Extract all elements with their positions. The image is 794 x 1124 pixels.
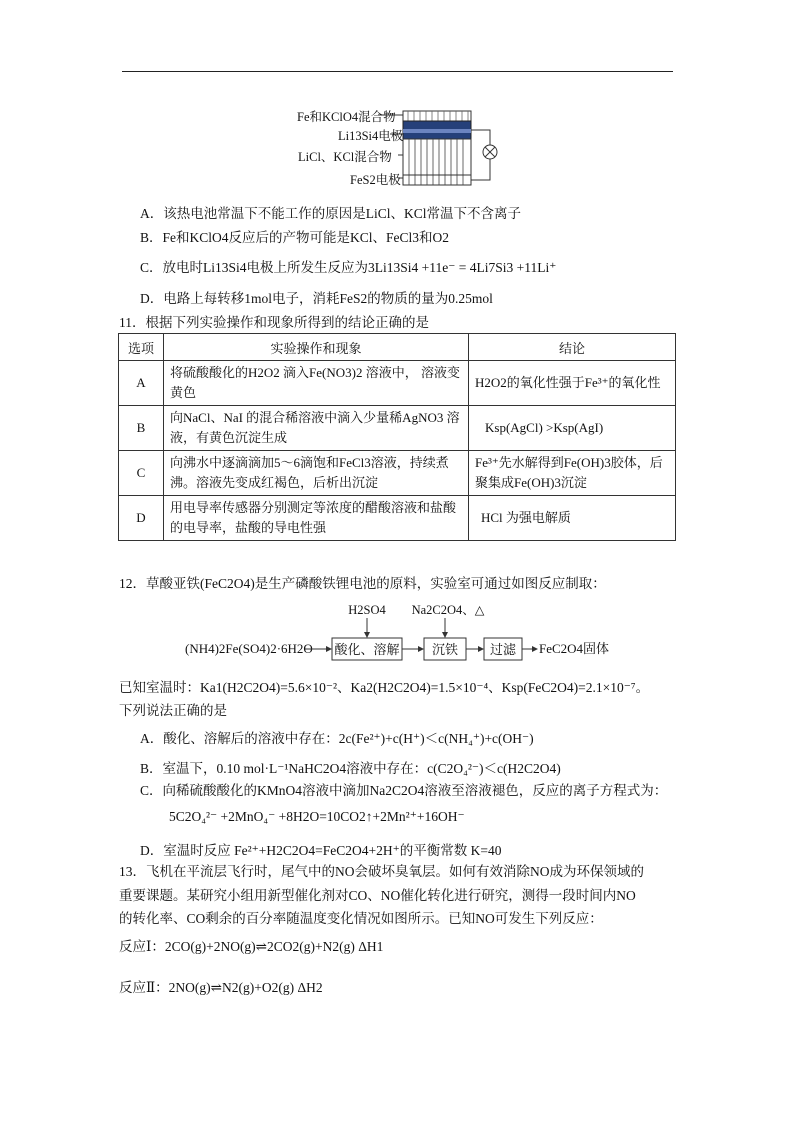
q13-reaction-1: 反应Ⅰ：2CO(g)+2NO(g)⇌2CO2(g)+N2(g) ΔH1 [119,939,384,954]
q13-line-1: 13．飞机在平流层飞行时，尾气中的NO会破坏臭氧层。如何有效消除NO成为环保领域的 [119,864,644,879]
q10-option-d: D．电路上每转移1mol电子，消耗FeS2的物质的量为0.25mol [140,291,493,306]
q10-option-c: C．放电时Li13Si4电极上所发生反应为3Li13Si4 +11e⁻ = 4Li7Si3 +11Li⁺ [140,260,557,275]
table-cell: Fe³⁺先水解得到Fe(OH)3胶体，后聚集成Fe(OH)3沉淀 [469,451,676,496]
flow-reagent-2: Na2C2O4、△ [411,603,485,617]
flow-reagent-1: H2SO4 [348,603,386,617]
q12-known: 已知室温时：Ka1(H2C2O4)=5.6×10⁻²、Ka2(H2C2O4)=1.5×10⁻⁴、Ksp(FeC2O4)=2.1×10⁻⁷。 [119,680,650,695]
table-cell: 向沸水中逐滴滴加5～6滴饱和FeCl3溶液，持续煮沸。溶液先变成红褐色，后析出沉淀 [164,451,469,496]
table-row [119,361,676,406]
table-cell: 用电导率传感器分别测定等浓度的醋酸溶液和盐酸的电导率，盐酸的导电性强 [164,496,469,541]
q12-option-b: B．室温下，0.10 mol·L⁻¹NaHC2O4溶液中存在：c(C2O₄²⁻)＜c(H2C2O4) [140,761,561,776]
table-cell: HCl 为强电解质 [469,496,676,541]
flow-product: FeC2O4固体 [539,641,610,656]
q12-prompt: 下列说法正确的是 [119,703,227,718]
q10-option-b: B．Fe和KClO4反应后的产物可能是KCl、FeCl3和O2 [140,230,450,245]
q12-flow-diagram [180,598,640,668]
q11-table [118,333,676,541]
table-cell: B [119,406,164,451]
q10-option-a: A．该热电池常温下不能工作的原因是LiCl、KCl常温下不含离子 [140,206,522,221]
q12-option-c: C．向稀硫酸酸化的KMnO4溶液中滴加Na2C2O4溶液至溶液褪色，反应的离子方程式为： [140,783,668,798]
q13-line-3: 的转化率、CO剩余的百分率随温度变化情况如图所示。已知NO可发生下列反应： [119,911,603,926]
table-cell: Ksp(AgCl) >Ksp(AgI) [469,406,676,451]
flow-step-1: 酸化、溶解 [334,642,400,657]
battery-label-4: FeS2电极 [350,173,401,187]
table-header: 结论 [469,334,676,361]
table-cell: H2O2的氧化性强于Fe³⁺的氧化性 [469,361,676,406]
table-header-row [119,334,676,361]
fe-kclo4-layer [403,111,471,121]
q13-line-2: 重要课题。某研究小组用新型催化剂对CO、NO催化转化进行研究，测得一段时间内NO [119,888,636,903]
flow-step-2: 沉铁 [431,642,459,657]
table-cell: 向NaCl、NaI 的混合稀溶液中滴入少量稀AgNO3 溶液，有黄色沉淀生成 [164,406,469,451]
flow-start: (NH4)2Fe(SO4)2·6H2O [185,641,313,656]
table-row [119,496,676,541]
q12-stem: 12．草酸亚铁(FeC2O4)是生产磷酸铁锂电池的原料，实验室可通过如图反应制取： [119,576,606,591]
table-row [119,451,676,496]
q12-option-d: D．室温时反应 Fe²⁺+H2C2O4=FeC2O4+2H⁺的平衡常数 K=40 [140,843,502,858]
battery-label-3: LiCl、KCl混合物 [298,150,392,164]
q11-stem: 11．根据下列实验操作和现象所得到的结论正确的是 [119,315,429,330]
table-cell: 将硫酸酸化的H2O2 滴入Fe(NO3)2 溶液中， 溶液变黄色 [164,361,469,406]
header-rule [122,71,673,72]
flow-step-3: 过滤 [489,642,517,657]
table-header: 实验操作和现象 [164,334,469,361]
q12-option-c-equation: 5C2O₄²⁻ +2MnO₄⁻ +8H2O=10CO2↑+2Mn²⁺+16OH⁻ [169,809,465,824]
licl-kcl-layer [403,139,471,185]
battery-label-2: Li13Si4电极 [338,129,404,143]
table-cell: C [119,451,164,496]
q13-reaction-2: 反应Ⅱ：2NO(g)⇌N2(g)+O2(g) ΔH2 [119,980,323,995]
table-header: 选项 [119,334,164,361]
q12-option-a: A．酸化、溶解后的溶液中存在：2c(Fe²⁺)+c(H⁺)＜c(NH₄⁺)+c(OH⁻) [140,731,534,746]
table-cell: A [119,361,164,406]
table-cell: D [119,496,164,541]
table-row [119,406,676,451]
battery-label-1: Fe和KClO4混合物 [297,110,396,124]
